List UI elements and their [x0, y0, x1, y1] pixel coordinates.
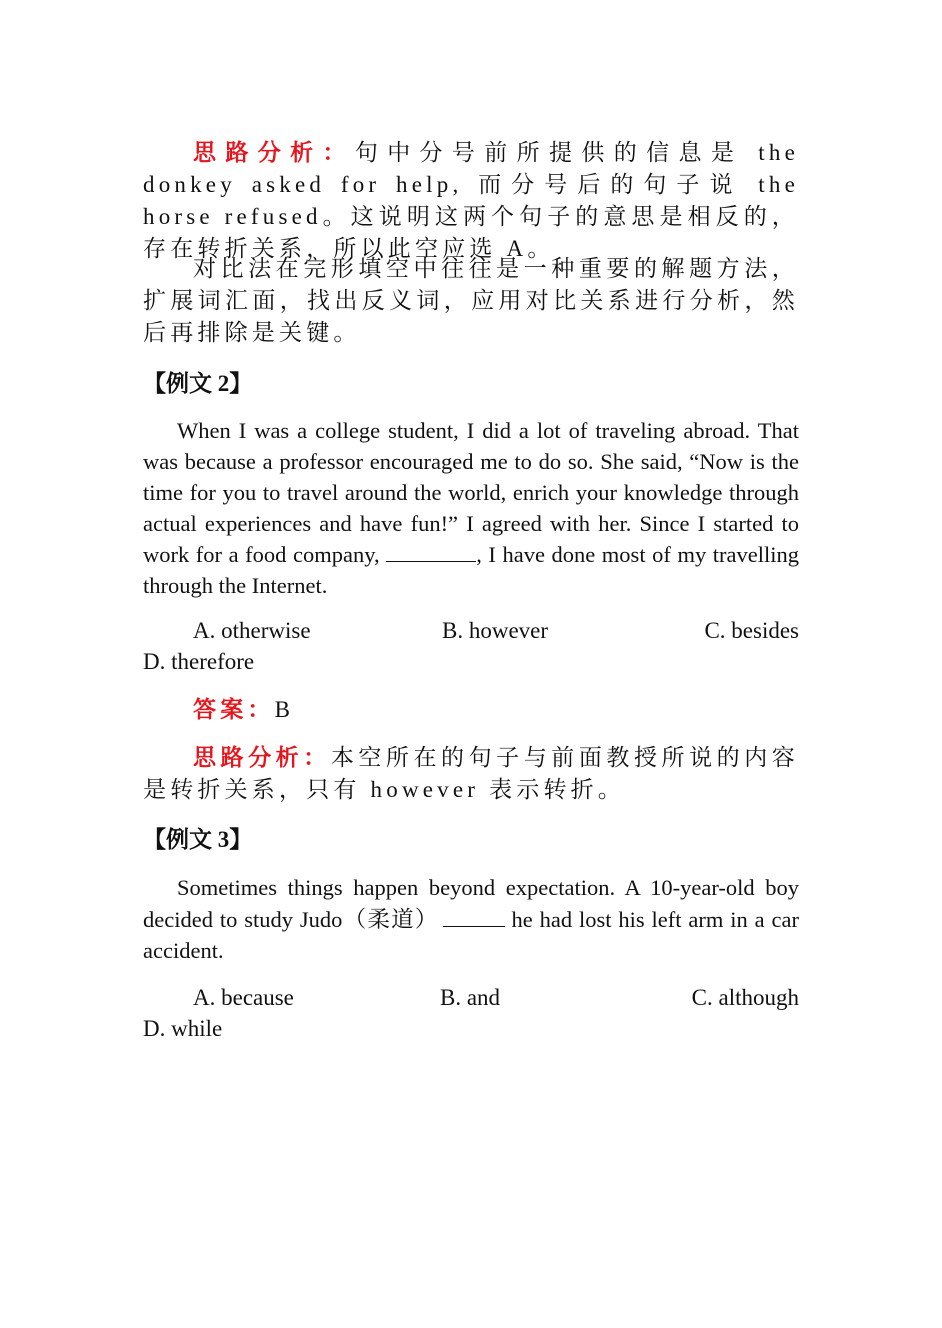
example-3-options — [143, 982, 799, 1013]
example-3-passage-part2: he had lost his left arm in a car accident. — [143, 906, 799, 963]
example-2-answer — [143, 694, 799, 726]
answer-label: 答案： — [193, 697, 275, 722]
example-2-option-d[interactable]: D. therefore — [143, 649, 255, 674]
example-3-passage-part1: Sometimes things happen beyond expectation. A 10-year-old boy decided to study Judo（柔道） — [143, 875, 799, 932]
analysis-label: 思路分析： — [193, 745, 331, 770]
example-2-blank[interactable] — [386, 541, 476, 562]
example-2-option-c[interactable]: C. besides — [704, 618, 799, 643]
analysis-text: 句中分号前所提供的信息是 the donkey asked for help, 而分号后的句子说 the horse refused。这说明这两个句子的意思是相反的，存在转折关系，所以此空应选 A。 — [143, 140, 799, 261]
example-3-heading: 【例文 3】 — [143, 827, 253, 852]
summary-paragraph: 对比法在完形填空中往往是一种重要的解题方法，扩展词汇面，找出反义词，应用对比关系进行分析，然后再排除是关键。 — [143, 256, 799, 345]
example-2-option-b[interactable]: B. however — [442, 618, 549, 643]
analysis-label: 思路分析： — [193, 140, 355, 165]
example-3-passage — [143, 872, 799, 967]
analysis-paragraph-1 — [143, 137, 799, 261]
example-2-passage-part2: , I have done most of my travelling through the Internet. — [143, 542, 799, 598]
answer-value: B — [274, 697, 290, 722]
example-3-option-c[interactable]: C. although — [691, 984, 799, 1010]
document-page — [143, 137, 799, 1044]
example-3-option-a[interactable]: A. because — [193, 984, 294, 1010]
example-3-option-b[interactable]: B. and — [440, 984, 501, 1010]
analysis-text: 本空所在的句子与前面教授所说的内容是转折关系，只有 however 表示转折。 — [143, 745, 799, 802]
example-2-heading: 【例文 2】 — [143, 371, 253, 396]
example-3-option-d[interactable]: D. while — [143, 1015, 223, 1041]
example-3-blank[interactable] — [443, 906, 505, 927]
example-2-analysis — [143, 742, 799, 806]
example-2-option-a[interactable]: A. otherwise — [193, 618, 311, 643]
example-2-options — [143, 615, 799, 646]
example-2-passage-part1: When I was a college student, I did a lot of traveling abroad. That was because a professor encouraged me to do so. She said, “Now is the time for you to travel around the world, enrich your knowledge through actual experiences and have fun!” I agreed with her. Since I started to work for a food company, — [143, 418, 799, 567]
example-2-passage — [143, 415, 799, 601]
